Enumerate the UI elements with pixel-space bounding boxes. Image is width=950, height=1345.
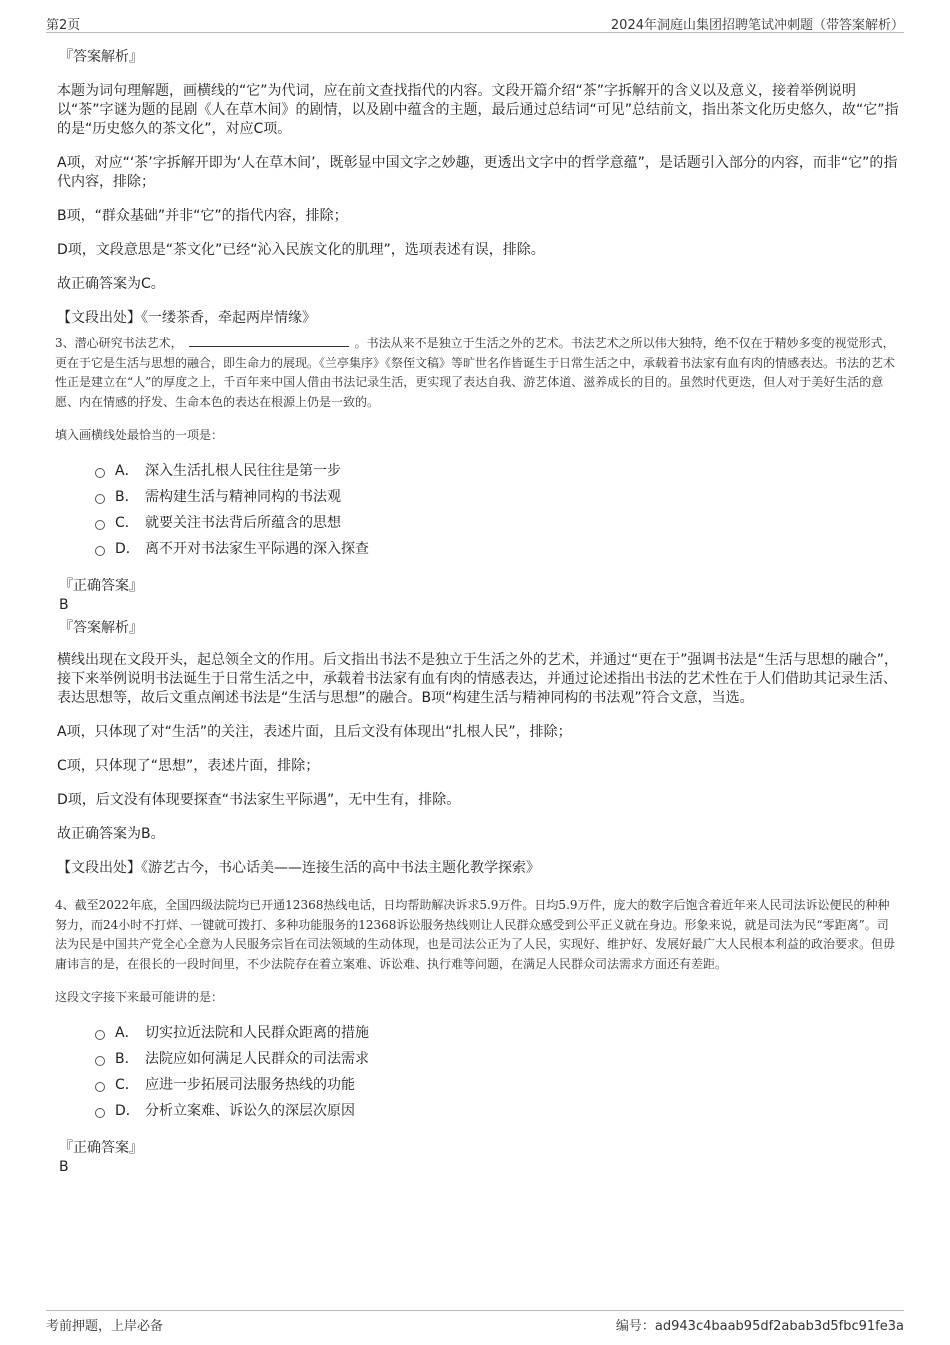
page-footer [46, 1310, 904, 1333]
q2-source: 【文段出处】《一缕茶香，牵起两岸情缘》 [57, 310, 316, 326]
option-letter: A． [115, 1025, 139, 1041]
option-text: 深入生活扎根人民往往是第一步 [145, 463, 341, 479]
option-letter: B． [115, 1051, 139, 1067]
q3-option-a[interactable] [95, 461, 900, 487]
q3-options [95, 461, 900, 565]
option-text: 法院应如何满足人民群众的司法需求 [145, 1051, 369, 1067]
q2-analysis-para: D项，文段意思是“茶文化”已经“沁入民族文化的肌理”，选项表述有误，排除。 [57, 242, 545, 258]
q3-option-d[interactable] [95, 539, 900, 565]
q3-answer-label: 『正确答案』 [59, 578, 143, 594]
q2-analysis-para: A项，对应“‘茶’字拆解开即为‘人在草木间’，既彰显中国文字之妙趣，更透出文字中的哲学意蕴”，是话题引入部分的内容，而非“它”的指代内容，排除； [57, 155, 898, 190]
q2-analysis-para: B项，“群众基础”并非“它”的指代内容，排除； [57, 208, 348, 224]
q3-stem-rest: 。书法从来不是独立于生活之外的艺术。书法艺术之所以伟大独特，绝不仅在于精妙多变的视觉形式，更在于它是生活与思想的融合，即生命力的展现。《兰亭集序》《祭侄文稿》等旷世名作皆诞生于日常生活之中，承载着书法家有血有肉的情感表达。书法的艺术性正是建立在“人”的厚度之上，千百年来中国人借由书法记录生活，更实现了表达自我、游艺体道、滋养成长的目的。虽然时代更迭，但人对于美好生活的意愿、内在情感的抒发、生命本色的表达在根源上仍是一致的。 [55, 336, 896, 409]
footer-slogan: 考前押题，上岸必备 [46, 1319, 164, 1334]
q4-options [95, 1023, 900, 1127]
q3-answer-value: B [59, 597, 69, 613]
page-number: 第2页 [46, 18, 81, 33]
q4-option-c[interactable] [95, 1075, 900, 1101]
option-letter: A． [115, 463, 139, 479]
option-text: 分析立案难、诉讼久的深层次原因 [145, 1103, 355, 1119]
document-title: 2024年洞庭山集团招聘笔试冲刺题（带答案解析） [610, 18, 904, 33]
q3-analysis-para: D项，后文没有体现要探查“书法家生平际遇”，无中生有，排除。 [57, 792, 461, 808]
option-text: 就要关注书法背后所蕴含的思想 [145, 515, 341, 531]
radio-icon[interactable] [95, 1056, 105, 1066]
q3-analysis-para: C项，只体现了“思想”，表述片面，排除； [57, 758, 320, 774]
q4-option-a[interactable] [95, 1023, 900, 1049]
radio-icon[interactable] [95, 1030, 105, 1040]
q2-analysis-para: 本题为词句理解题，画横线的“它”为代词，应在前文查找指代的内容。文段开篇介绍“茶”字拆解开的含义以及意义，接着举例说明以“茶”字谜为题的昆剧《人在草木间》的剧情，以及剧中蕴含的主题，最后通过总结词“可见”总结前文，指出茶文化历史悠久，故“它”指的是“历史悠久的茶文化”，对应C项。 [57, 83, 899, 137]
q3-stem [55, 334, 900, 412]
q3-option-c[interactable] [95, 513, 900, 539]
q2-analysis-label: 『答案解析』 [59, 49, 143, 65]
radio-icon[interactable] [95, 494, 105, 504]
q4-prompt: 这段文字接下来最可能讲的是： [55, 990, 224, 1004]
option-letter: B． [115, 489, 139, 505]
q2-analysis-para: 故正确答案为C。 [57, 276, 165, 292]
radio-icon[interactable] [95, 520, 105, 530]
option-letter: C． [115, 515, 139, 531]
radio-icon[interactable] [95, 1082, 105, 1092]
option-letter: D． [115, 541, 140, 557]
q3-source: 【文段出处】《游艺古今，书心话美——连接生活的高中书法主题化教学探索》 [57, 860, 540, 876]
radio-icon[interactable] [95, 546, 105, 556]
page-content [55, 46, 900, 1179]
radio-icon[interactable] [95, 468, 105, 478]
q4-answer-label: 『正确答案』 [59, 1140, 143, 1156]
page-header [46, 12, 904, 33]
q4-option-d[interactable] [95, 1101, 900, 1127]
q3-analysis-label: 『答案解析』 [59, 620, 143, 636]
q3-analysis-para: 故正确答案为B。 [57, 826, 165, 842]
q4-option-b[interactable] [95, 1049, 900, 1075]
q3-blank [189, 334, 349, 347]
option-text: 离不开对书法家生平际遇的深入探查 [145, 541, 369, 557]
q3-analysis-para: 横线出现在文段开头，起总领全文的作用。后文指出书法不是独立于生活之外的艺术，并通过“更在于”强调书法是“生活与思想的融合”，接下来举例说明书法诞生于日常生活之中，承载着书法家有血有肉的情感表达，并通过论述指出书法的艺术性在于人们借助其记录生活、表达思想等，故后文重点阐述书法是“生活与思想”的融合。B项“构建生活与精神同构的书法观”符合文意，当选。 [57, 652, 899, 706]
q3-option-b[interactable] [95, 487, 900, 513]
option-letter: C． [115, 1077, 139, 1093]
option-text: 应进一步拓展司法服务热线的功能 [145, 1077, 355, 1093]
option-text: 需构建生活与精神同构的书法观 [145, 489, 341, 505]
q3-prompt: 填入画横线处最恰当的一项是： [55, 428, 224, 442]
q3-analysis-para: A项，只体现了对“生活”的关注，表述片面，且后文没有体现出“扎根人民”，排除； [57, 724, 572, 740]
radio-icon[interactable] [95, 1108, 105, 1118]
q4-stem: 4、截至2022年底，全国四级法院均已开通12368热线电话，日均帮助解决诉求5.9万件。日均5.9万件，庞大的数字后饱含着近年来人民司法诉讼便民的种种努力，而24小时不打烊、一键就可拨打、多种功能服务的12368诉讼服务热线则让人民群众感受到公平正义就在身边。形象来说，就是司法为民“零距离”。司法为民是中国共产党全心全意为人民服务宗旨在司法领域的生动体现，也是司法公正为了人民，实现好、维护好、发展好最广大人民根本利益的政治要求。但毋庸讳言的是，在很长的一段时间里，不少法院存在着立案难、诉讼难、执行难等问题，在满足人民群众司法需求方面还有差距。 [55, 898, 896, 971]
option-letter: D． [115, 1103, 140, 1119]
option-text: 切实拉近法院和人民群众距离的措施 [145, 1025, 369, 1041]
q4-answer-value: B [59, 1159, 69, 1175]
document-code: 编号：ad943c4baab95df2abab3d5fbc91fe3a [615, 1319, 904, 1334]
q3-stem-start: 3、潜心研究书法艺术， [55, 336, 183, 350]
